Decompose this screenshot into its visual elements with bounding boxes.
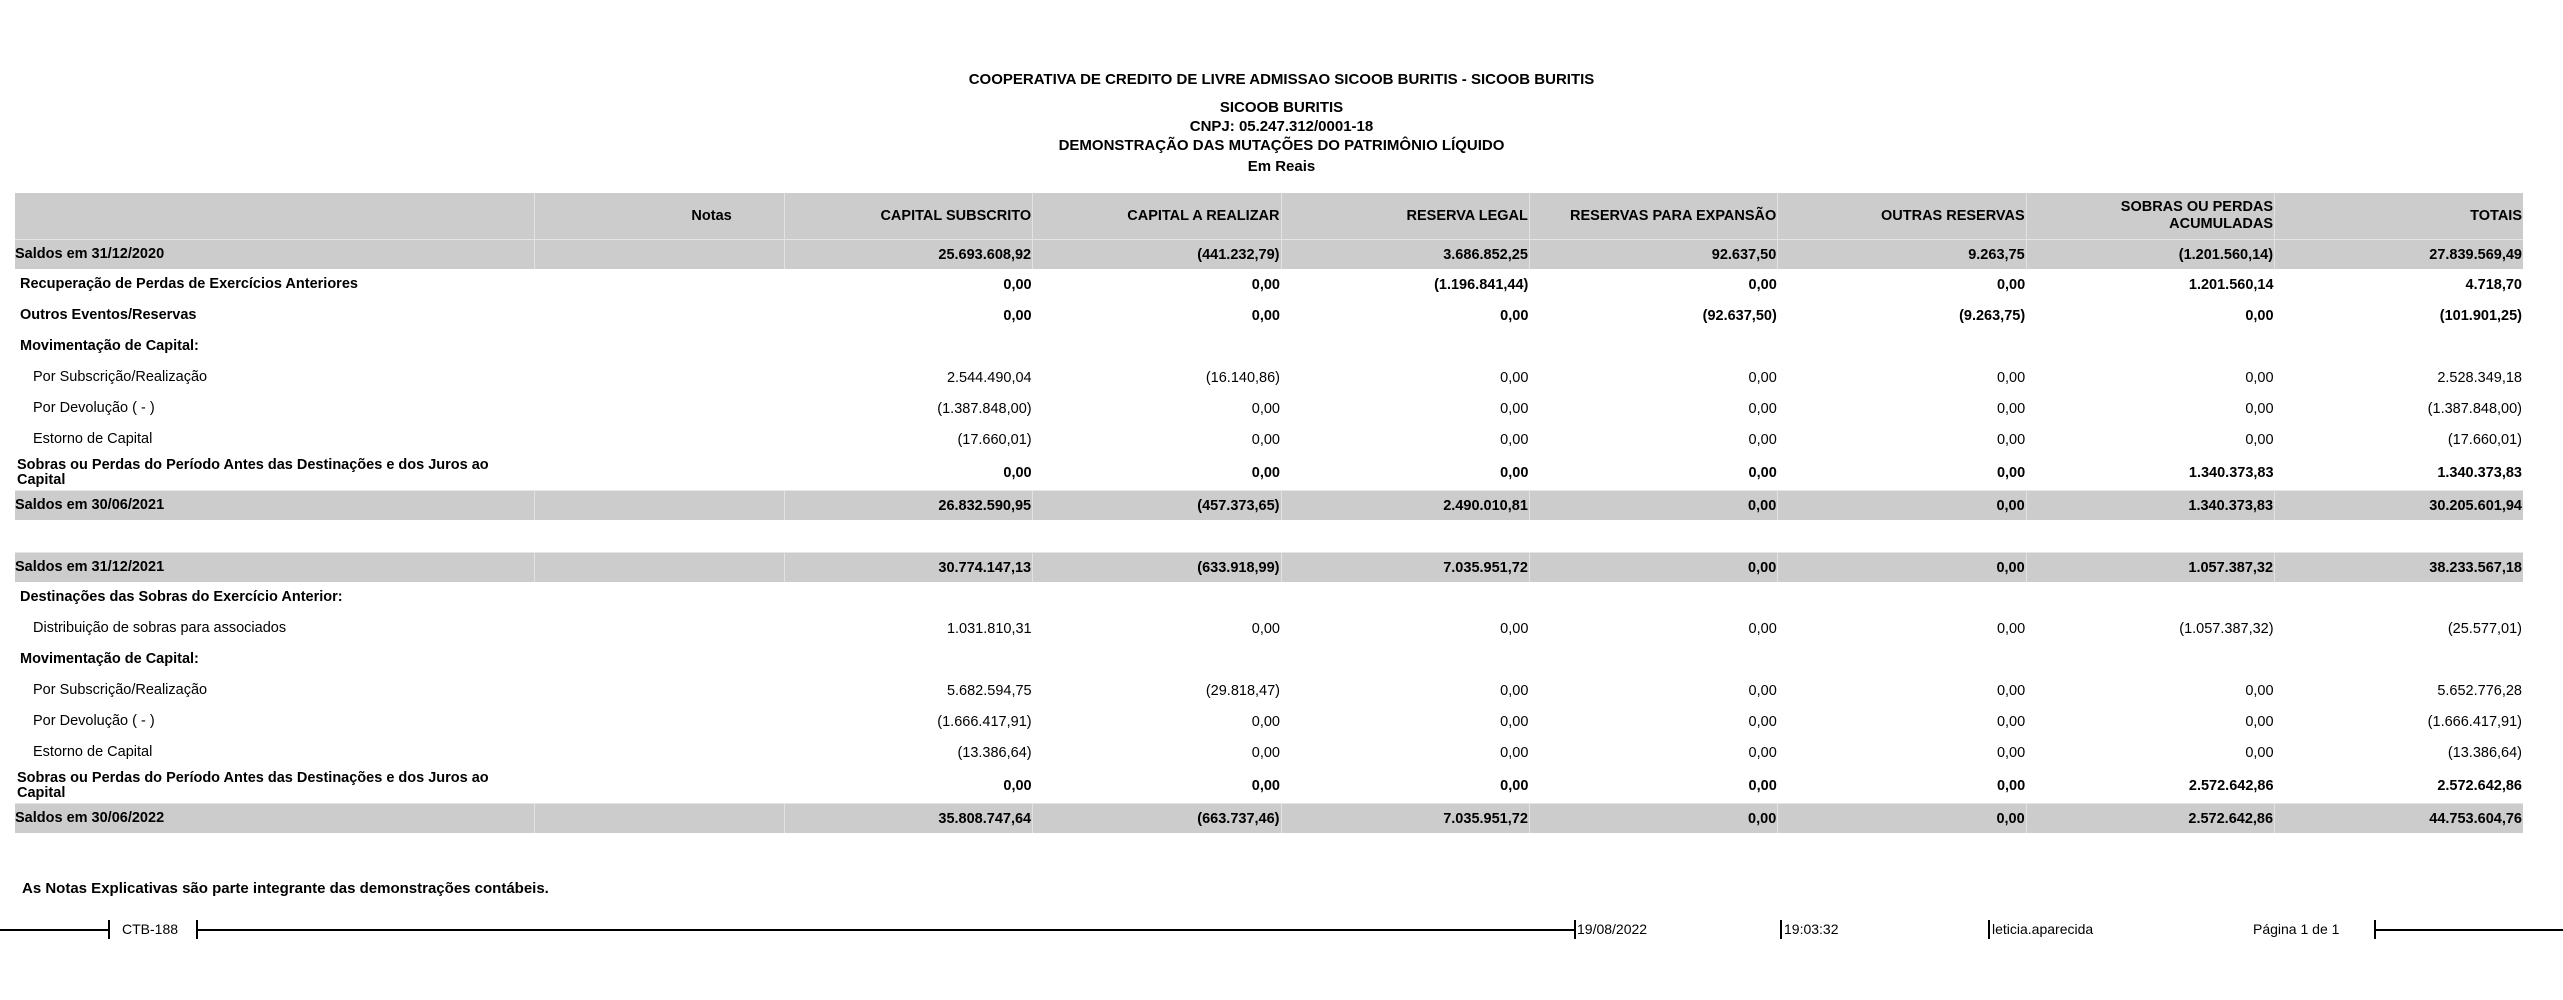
cell-reservas-expansao: 0,00 [1748,431,1777,448]
row-notes [535,613,784,644]
cell-reserva-legal: 0,00 [1500,777,1529,794]
row-label: Saldos em 31/12/2020 [15,240,535,270]
cell-reserva-legal [1281,644,1529,675]
cell-reservas-expansao [1529,520,1777,553]
report-title: DEMONSTRAÇÃO DAS MUTAÇÕES DO PATRIMÔNIO LÍQUIDO [1058,137,1505,154]
cell-capital-a-realizar [1033,644,1281,675]
cell-capital-a-realizar: 0,00 [1251,777,1280,794]
balance-row [15,804,2523,834]
cell-capital-subscrito: 25.693.608,92 [784,240,1032,270]
cell-totais: (17.660,01) [2447,431,2522,448]
cell-capital-a-realizar [1033,582,1281,613]
cell-reserva-legal: 0,00 [1500,369,1529,386]
cell-capital-subscrito: 35.808.747,64 [784,804,1032,834]
table-row [15,768,2523,804]
cell-capital-a-realizar: 0,00 [1251,400,1280,417]
cell-reserva-legal: 3.686.852,25 [1281,240,1529,270]
cell-reservas-expansao: 0,00 [1748,276,1777,293]
cell-sobras-perdas: 0,00 [2245,307,2274,324]
row-label: Sobras ou Perdas do Período Antes das Destinações e dos Juros ao Capital [17,456,489,488]
cell-reservas-expansao: 0,00 [1529,553,1777,583]
cell-totais: 27.839.569,49 [2275,240,2523,270]
cell-sobras-perdas [2026,644,2274,675]
cell-capital-subscrito: 0,00 [1003,777,1032,794]
table-header-row [15,193,2523,240]
table-row [15,424,2523,455]
row-label: Distribuição de sobras para associados [33,620,287,636]
cell-reserva-legal: 2.490.010,81 [1281,491,1529,521]
column-header-sobras-perdas: SOBRAS OU PERDAS ACUMULADAS [2026,193,2274,240]
footer-divider [1988,920,1990,939]
cell-sobras-perdas [2026,331,2274,362]
cell-reservas-expansao: 0,00 [1529,491,1777,521]
explanatory-notes-statement: As Notas Explicativas são parte integrante das demonstrações contábeis. [22,880,549,897]
cell-totais [2275,331,2523,362]
row-notes [535,768,784,804]
footer-rule [196,929,1574,931]
cell-sobras-perdas: 0,00 [2245,682,2274,699]
cell-reserva-legal: 0,00 [1500,464,1529,481]
row-notes [535,675,784,706]
cell-capital-a-realizar: 0,00 [1251,744,1280,761]
cell-totais [2275,644,2523,675]
cell-capital-a-realizar: (663.737,46) [1033,804,1281,834]
cell-capital-subscrito [784,520,1032,553]
cell-sobras-perdas [2026,582,2274,613]
cell-capital-a-realizar: (441.232,79) [1033,240,1281,270]
cell-outras-reservas: 9.263,75 [1778,240,2026,270]
cell-capital-a-realizar: 0,00 [1251,276,1280,293]
cell-capital-subscrito [784,582,1032,613]
cell-outras-reservas: 0,00 [1996,431,2026,448]
cell-reservas-expansao: 0,00 [1748,744,1777,761]
cell-capital-a-realizar: 0,00 [1251,431,1280,448]
cell-capital-a-realizar [1033,520,1281,553]
cell-outras-reservas: 0,00 [1996,682,2026,699]
table-row [15,706,2523,737]
cell-reserva-legal: 0,00 [1500,744,1529,761]
company-cnpj: CNPJ: 05.247.312/0001-18 [1189,118,1374,135]
cell-reservas-expansao [1529,331,1777,362]
cell-capital-a-realizar: 0,00 [1251,464,1280,481]
cell-capital-subscrito: 5.682.594,75 [946,682,1032,699]
column-header-capital-a-realizar: CAPITAL A REALIZAR [1033,193,1281,240]
cell-capital-a-realizar: (16.140,86) [1205,369,1280,386]
footer-rule [0,929,108,931]
cell-reserva-legal: 7.035.951,72 [1281,804,1529,834]
row-label: Saldos em 30/06/2022 [15,804,535,834]
cell-capital-a-realizar: 0,00 [1251,620,1280,637]
cell-reservas-expansao [1529,582,1777,613]
report-footer [0,915,2563,945]
table-row [15,455,2523,491]
row-notes [535,804,784,834]
cell-outras-reservas [1778,644,2026,675]
footer-rule [2374,929,2563,931]
cell-totais: 5.652.776,28 [2437,682,2522,699]
cell-totais: 1.340.373,83 [2437,464,2522,481]
cell-capital-a-realizar: 0,00 [1251,713,1280,730]
cell-capital-subscrito: (1.387.848,00) [937,400,1032,417]
spacer-row [15,520,2523,553]
cell-capital-subscrito: 2.544.490,04 [946,369,1032,386]
column-header-capital-subscrito: CAPITAL SUBSCRITO [784,193,1032,240]
cell-totais [2275,520,2523,553]
cell-sobras-perdas: 1.340.373,83 [2188,464,2274,481]
row-notes [535,455,784,491]
cell-sobras-perdas: 0,00 [2245,713,2274,730]
row-label: Saldos em 30/06/2021 [15,491,535,521]
row-notes [535,269,784,300]
cell-totais: (25.577,01) [2447,620,2522,637]
company-short-name: SICOOB BURITIS [1219,99,1344,116]
cell-totais: (13.386,64) [2447,744,2522,761]
cell-reservas-expansao: 0,00 [1748,400,1777,417]
row-notes [535,300,784,331]
cell-reserva-legal: 7.035.951,72 [1281,553,1529,583]
table-row [15,675,2523,706]
cell-sobras-perdas: 1.201.560,14 [2188,276,2274,293]
cell-reserva-legal: 0,00 [1500,307,1529,324]
column-header-reserva-legal: RESERVA LEGAL [1281,193,1529,240]
table-row [15,331,2523,362]
cell-reserva-legal: (1.196.841,44) [1434,276,1529,293]
cell-sobras-perdas: (1.057.387,32) [2179,620,2274,637]
cell-reserva-legal: 0,00 [1500,431,1529,448]
cell-sobras-perdas: 1.057.387,32 [2026,553,2274,583]
row-label: Outros Eventos/Reservas [20,307,197,323]
cell-capital-a-realizar: (29.818,47) [1205,682,1280,699]
cell-outras-reservas: 0,00 [1996,276,2026,293]
cell-totais: 44.753.604,76 [2275,804,2523,834]
cell-totais: 30.205.601,94 [2275,491,2523,521]
row-notes [535,362,784,393]
cell-reserva-legal [1281,520,1529,553]
cell-reserva-legal [1281,582,1529,613]
footer-time: 19:03:32 [1784,921,1839,937]
cell-capital-subscrito: 26.832.590,95 [784,491,1032,521]
cell-outras-reservas: 0,00 [1996,464,2026,481]
table-row [15,300,2523,331]
balance-row [15,240,2523,270]
cell-outras-reservas: 0,00 [1778,491,2026,521]
cell-outras-reservas: 0,00 [1996,713,2026,730]
footer-user: leticia.aparecida [1992,921,2094,937]
row-notes [535,644,784,675]
cell-capital-subscrito [784,644,1032,675]
column-header-reservas-expansao: RESERVAS PARA EXPANSÃO [1529,193,1777,240]
cell-outras-reservas: 0,00 [1996,777,2026,794]
row-notes [535,240,784,270]
row-label: Por Subscrição/Realização [33,369,208,385]
table-row [15,613,2523,644]
cell-sobras-perdas: 0,00 [2245,431,2274,448]
cell-totais: 2.572.642,86 [2437,777,2522,794]
footer-date: 19/08/2022 [1577,921,1648,937]
table-row [15,644,2523,675]
row-label: Destinações das Sobras do Exercício Anterior: [20,589,343,605]
cell-capital-subscrito: (13.386,64) [957,744,1032,761]
cell-capital-subscrito: (1.666.417,91) [937,713,1032,730]
cell-reserva-legal [1281,331,1529,362]
cell-outras-reservas: 0,00 [1778,553,2026,583]
row-notes [535,393,784,424]
cell-reservas-expansao: 0,00 [1748,777,1777,794]
cell-outras-reservas: 0,00 [1996,400,2026,417]
footer-divider [1780,920,1782,939]
table-row [15,269,2523,300]
cell-sobras-perdas: (1.201.560,14) [2026,240,2274,270]
cell-capital-subscrito: 0,00 [1003,464,1032,481]
cell-capital-subscrito: 30.774.147,13 [784,553,1032,583]
row-notes [535,424,784,455]
cell-totais: (1.387.848,00) [2427,400,2522,417]
cell-reservas-expansao: 0,00 [1529,804,1777,834]
row-notes [535,331,784,362]
row-label: Sobras ou Perdas do Período Antes das Destinações e dos Juros ao Capital [17,769,489,801]
cell-totais: (101.901,25) [2439,307,2522,324]
table-row [15,393,2523,424]
footer-divider [1574,920,1576,939]
cell-capital-subscrito: 0,00 [1003,276,1032,293]
row-label: Saldos em 31/12/2021 [15,553,535,583]
cell-capital-subscrito: 1.031.810,31 [946,620,1032,637]
footer-divider [108,920,110,939]
column-header-outras-reservas: OUTRAS RESERVAS [1778,193,2026,240]
row-label [15,520,535,553]
cell-sobras-perdas: 0,00 [2245,369,2274,386]
row-notes [535,520,784,553]
cell-reservas-expansao: 0,00 [1748,682,1777,699]
cell-reserva-legal: 0,00 [1500,400,1529,417]
cell-outras-reservas: 0,00 [1778,804,2026,834]
cell-sobras-perdas: 0,00 [2245,744,2274,761]
cell-reservas-expansao [1529,644,1777,675]
cell-outras-reservas [1778,582,2026,613]
cell-reservas-expansao: 0,00 [1748,464,1777,481]
equity-changes-table [15,193,2523,833]
cell-sobras-perdas: 2.572.642,86 [2026,804,2274,834]
cell-capital-subscrito [784,331,1032,362]
row-label: Recuperação de Perdas de Exercícios Anteriores [20,276,358,292]
cell-sobras-perdas: 0,00 [2245,400,2274,417]
cell-totais: 2.528.349,18 [2437,369,2522,386]
row-notes [535,553,784,583]
cell-outras-reservas: 0,00 [1996,369,2026,386]
balance-row [15,491,2523,521]
cell-reservas-expansao: 0,00 [1748,713,1777,730]
footer-report-code: CTB-188 [122,921,179,937]
row-notes [535,491,784,521]
table-row [15,582,2523,613]
cell-capital-subscrito: (17.660,01) [957,431,1032,448]
cell-reservas-expansao: (92.637,50) [1702,307,1777,324]
balance-row [15,553,2523,583]
cell-sobras-perdas: 2.572.642,86 [2188,777,2274,794]
column-header-description [15,193,535,240]
cell-capital-a-realizar: 0,00 [1251,307,1280,324]
column-header-totais: TOTAIS [2275,193,2523,240]
cell-outras-reservas: (9.263,75) [1959,307,2026,324]
cell-capital-a-realizar: (457.373,65) [1033,491,1281,521]
cell-totais: (1.666.417,91) [2427,713,2522,730]
cell-sobras-perdas [2026,520,2274,553]
row-notes [535,706,784,737]
cell-reserva-legal: 0,00 [1500,713,1529,730]
column-header-notes: Notas [535,193,784,240]
cell-totais [2275,582,2523,613]
row-label: Por Devolução ( - ) [33,713,155,729]
cell-outras-reservas: 0,00 [1996,620,2026,637]
cell-totais: 4.718,70 [2465,276,2522,293]
cell-capital-subscrito: 0,00 [1003,307,1032,324]
cell-reservas-expansao: 0,00 [1748,620,1777,637]
cell-capital-a-realizar: (633.918,99) [1033,553,1281,583]
row-label: Estorno de Capital [33,744,153,760]
row-label: Movimentação de Capital: [20,338,199,354]
company-name: COOPERATIVA DE CREDITO DE LIVRE ADMISSAO SICOOB BURITIS - SICOOB BURITIS [968,71,1595,88]
cell-reserva-legal: 0,00 [1500,620,1529,637]
table-row [15,362,2523,393]
cell-reservas-expansao: 0,00 [1748,369,1777,386]
row-label: Por Devolução ( - ) [33,400,155,416]
cell-outras-reservas: 0,00 [1996,744,2026,761]
row-notes [535,582,784,613]
cell-outras-reservas [1778,520,2026,553]
row-label: Por Subscrição/Realização [33,682,208,698]
cell-outras-reservas [1778,331,2026,362]
row-label: Estorno de Capital [33,431,153,447]
cell-capital-a-realizar [1033,331,1281,362]
cell-sobras-perdas: 1.340.373,83 [2026,491,2274,521]
cell-totais: 38.233.567,18 [2275,553,2523,583]
cell-reserva-legal: 0,00 [1500,682,1529,699]
report-currency: Em Reais [1247,158,1316,175]
table-row [15,737,2523,768]
footer-page-number: Página 1 de 1 [2253,921,2340,937]
cell-reservas-expansao: 92.637,50 [1529,240,1777,270]
row-label: Movimentação de Capital: [20,651,199,667]
row-notes [535,737,784,768]
